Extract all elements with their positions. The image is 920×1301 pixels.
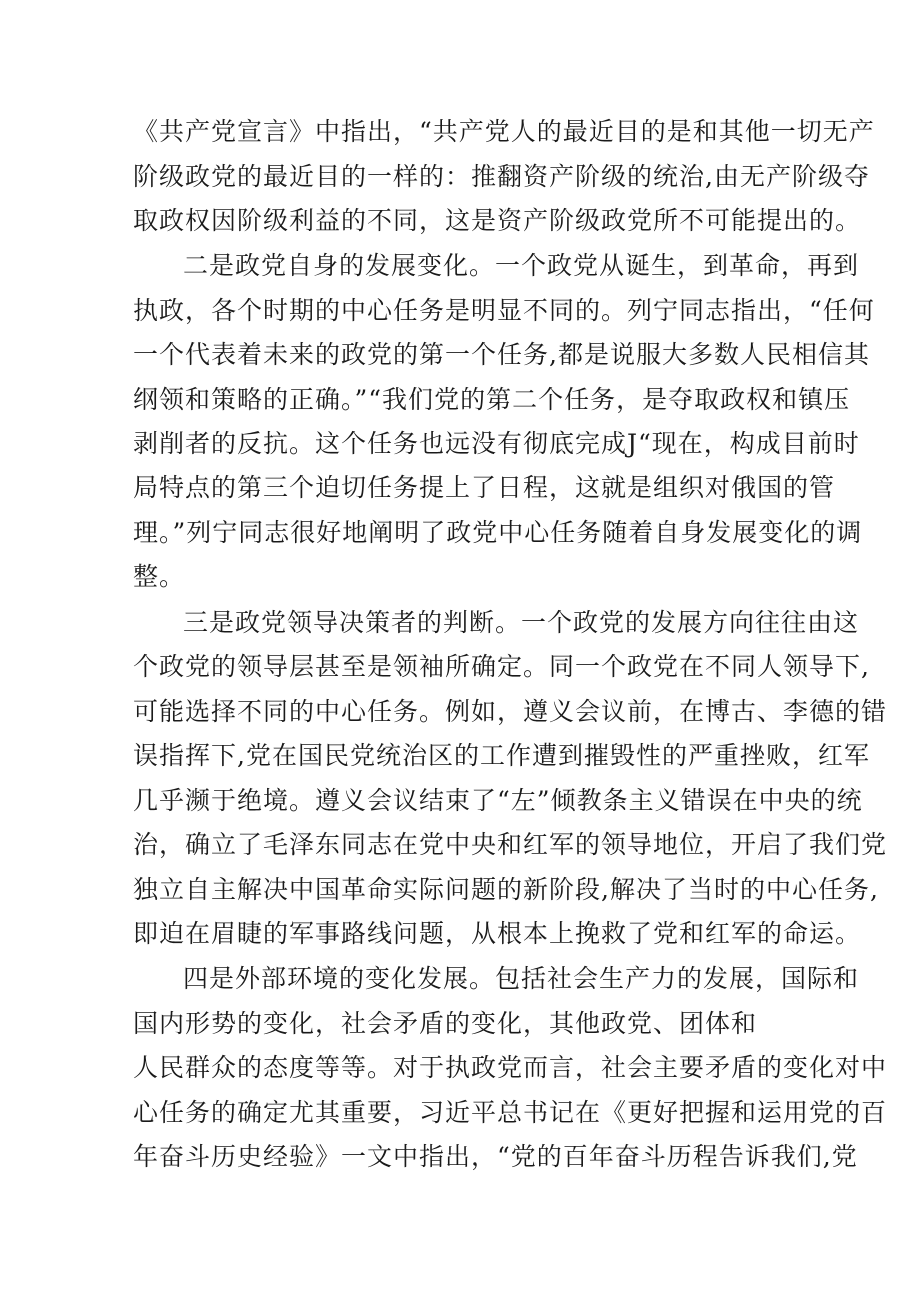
text-line: 心任务的确定尤其重要，习近平总书记在《更好把握和运用党的百	[133, 1098, 888, 1127]
text-line: 年奋斗历史经验》一文中指出，“党的百年奋斗历程告诉我们,党	[133, 1142, 858, 1171]
paragraph-start-line: 四是外部环境的变化发展。包括社会生产力的发展，国际和	[183, 964, 860, 993]
paragraph-start-line: 二是政党自身的发展变化。一个政党从诞生，到革命，再到	[183, 251, 860, 280]
text-line: 阶级政党的最近目的一样的：推翻资产阶级的统治,由无产阶级夺	[133, 162, 870, 191]
text-line: 国内形势的变化，社会矛盾的变化，其他政党、团体和	[133, 1009, 758, 1038]
paragraph-start-line: 三是政党领导决策者的判断。一个政党的发展方向往往由这	[183, 608, 860, 637]
text-line: 治，确立了毛泽东同志在党中央和红军的领导地位，开启了我们党	[133, 830, 888, 859]
text-line: 剥削者的反抗。这个任务也远没有彻底完成J“现在，构成目前时	[133, 429, 860, 458]
text-line: 纲领和策略的正确。”“我们党的第二个任务，是夺取政权和镇压	[133, 385, 851, 414]
text-line: 一个代表着未来的政党的第一个任务,都是说服大多数人民相信其	[133, 340, 870, 369]
text-line: 误指挥下,党在国民党统治区的工作遭到摧毁性的严重挫败，红军	[133, 741, 870, 770]
text-line: 执政，各个时期的中心任务是明显不同的。列宁同志指出，“任何	[133, 296, 875, 325]
text-line: 局特点的第三个迫切任务提上了日程，这就是组织对俄国的管	[133, 473, 836, 502]
text-line: 人民群众的态度等等。对于执政党而言，社会主要矛盾的变化对中	[133, 1053, 888, 1082]
text-line: 整。	[133, 562, 186, 591]
text-line: 取政权因阶级利益的不同，这是资产阶级政党所不可能提出的。	[133, 206, 862, 235]
text-line: 个政党的领导层甚至是领袖所确定。同一个政党在不同人领导下,	[133, 652, 870, 681]
text-line: 理。”列宁同志很好地阐明了政党中心任务随着自身发展变化的调	[133, 518, 863, 547]
text-line: 即迫在眉睫的军事路线问题，从根本上挽救了党和红军的命运。	[133, 919, 862, 948]
text-line: 《共产党宣言》中指出，“共产党人的最近目的是和其他一切无产	[133, 117, 875, 146]
text-line: 几乎濒于绝境。遵义会议结束了“左”倾教条主义错误在中央的统	[133, 786, 863, 815]
text-line: 独立自主解决中国革命实际问题的新阶段,解决了当时的中心任务,	[133, 875, 879, 904]
text-line: 可能选择不同的中心任务。例如，遵义会议前，在博古、李德的错	[133, 697, 888, 726]
